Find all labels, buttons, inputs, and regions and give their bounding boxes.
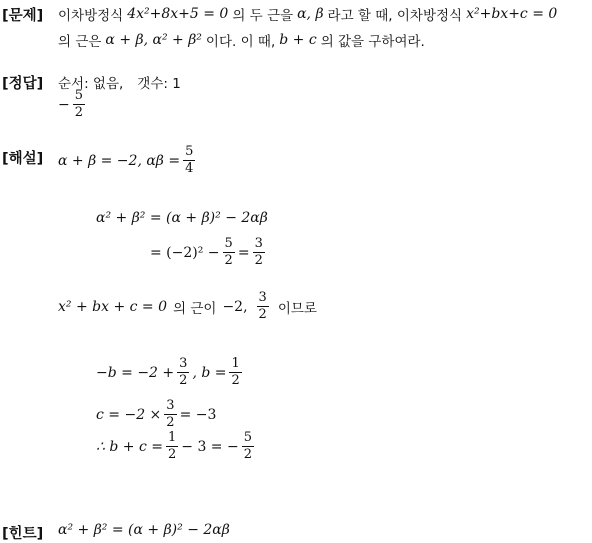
fraction-numerator: 3 <box>254 236 263 251</box>
fraction-denominator: 2 <box>179 373 188 388</box>
problem-tag: [문제] <box>2 8 44 24</box>
problem-target: b + c <box>279 32 317 48</box>
problem-line-1 <box>58 4 557 24</box>
problem-line-2 <box>58 30 425 50</box>
fraction-numerator: 5 <box>185 144 194 159</box>
problem-equation: x²+bx+c = 0 <box>466 6 558 22</box>
problem-text: 의 값을 구하여라. <box>320 34 425 50</box>
fraction-denominator: 2 <box>243 447 252 462</box>
b-fraction-1 <box>177 356 189 389</box>
fraction-denominator: 2 <box>167 447 177 462</box>
fraction-numerator: 3 <box>258 290 267 305</box>
answer-sign: − <box>58 96 70 113</box>
fraction-numerator: 3 <box>179 356 188 371</box>
b-result: , b = <box>192 364 227 381</box>
problem-text: 의 근은 <box>58 34 102 50</box>
square-sum-fraction-1 <box>223 236 235 269</box>
roots-equation: x² + bx + c = 0 <box>58 298 168 315</box>
fraction-numerator: 5 <box>243 430 252 445</box>
sum-middle: − 3 = − <box>181 438 239 455</box>
vieta-relations: α + β = −2, αβ = <box>58 152 181 169</box>
answer-denominator: 2 <box>74 105 84 120</box>
solution-tag: [해설] <box>2 151 44 167</box>
solution-vieta <box>58 144 198 177</box>
root-value: −2, <box>222 298 248 315</box>
vieta-fraction <box>183 144 195 177</box>
answer-order: 순서: 없음, <box>58 76 124 92</box>
problem-equation: 4x²+8x+5 = 0 <box>127 6 229 22</box>
answer-tag: [정답] <box>2 76 44 92</box>
roots-statement <box>58 290 317 323</box>
roots-text: 이므로 <box>277 300 317 317</box>
answer-value <box>58 88 88 121</box>
fraction-denominator: 2 <box>231 373 240 388</box>
roots-text: 의 근이 <box>173 300 217 317</box>
fraction-denominator: 2 <box>224 253 233 268</box>
c-fraction <box>164 398 176 431</box>
hint-tag: [힌트] <box>2 526 44 542</box>
hint-formula-line <box>58 522 230 538</box>
square-sum-line-2 <box>150 236 268 269</box>
fraction-denominator: 2 <box>254 253 263 268</box>
fraction-numerator: 1 <box>231 356 240 371</box>
square-sum-formula: α² + β² = (α + β)² − 2αβ <box>96 210 268 226</box>
c-calculation <box>96 398 216 431</box>
square-sum-line-1 <box>96 210 268 226</box>
problem-text: 이차방정식 <box>58 8 124 24</box>
sum-calculation <box>96 430 257 463</box>
answer-count: 갯수: 1 <box>137 76 181 92</box>
answer-numerator: 5 <box>74 88 84 103</box>
fraction-denominator: 2 <box>258 307 267 322</box>
root-fraction <box>257 290 269 323</box>
c-product-relation: c = −2 × <box>96 406 162 423</box>
square-sum-fraction-2 <box>253 236 265 269</box>
fraction-numerator: 3 <box>166 398 175 413</box>
fraction-numerator: 1 <box>167 430 177 445</box>
c-result: = −3 <box>179 406 217 423</box>
answer-fraction <box>73 88 85 121</box>
b-calculation <box>96 356 245 389</box>
sum-fraction-1 <box>166 430 178 463</box>
problem-new-roots: α + β, α² + β² <box>105 32 202 48</box>
fraction-denominator: 2 <box>166 415 175 430</box>
problem-roots: α, β <box>297 6 324 22</box>
hint-formula: α² + β² = (α + β)² − 2αβ <box>58 522 230 538</box>
sum-fraction-2 <box>242 430 254 463</box>
problem-text: 의 두 근을 <box>232 8 294 24</box>
equals-sign: = <box>237 244 250 261</box>
b-fraction-2 <box>229 356 241 389</box>
problem-text: 이다. 이 때, <box>205 34 276 50</box>
square-sum-calc: = (−2)² − <box>150 244 220 261</box>
problem-text: 라고 할 때, 이차방정식 <box>327 8 463 24</box>
sum-therefore: ∴ b + c = <box>96 438 163 455</box>
fraction-denominator: 4 <box>185 161 194 176</box>
b-sum-relation: −b = −2 + <box>96 364 175 381</box>
fraction-numerator: 5 <box>224 236 233 251</box>
